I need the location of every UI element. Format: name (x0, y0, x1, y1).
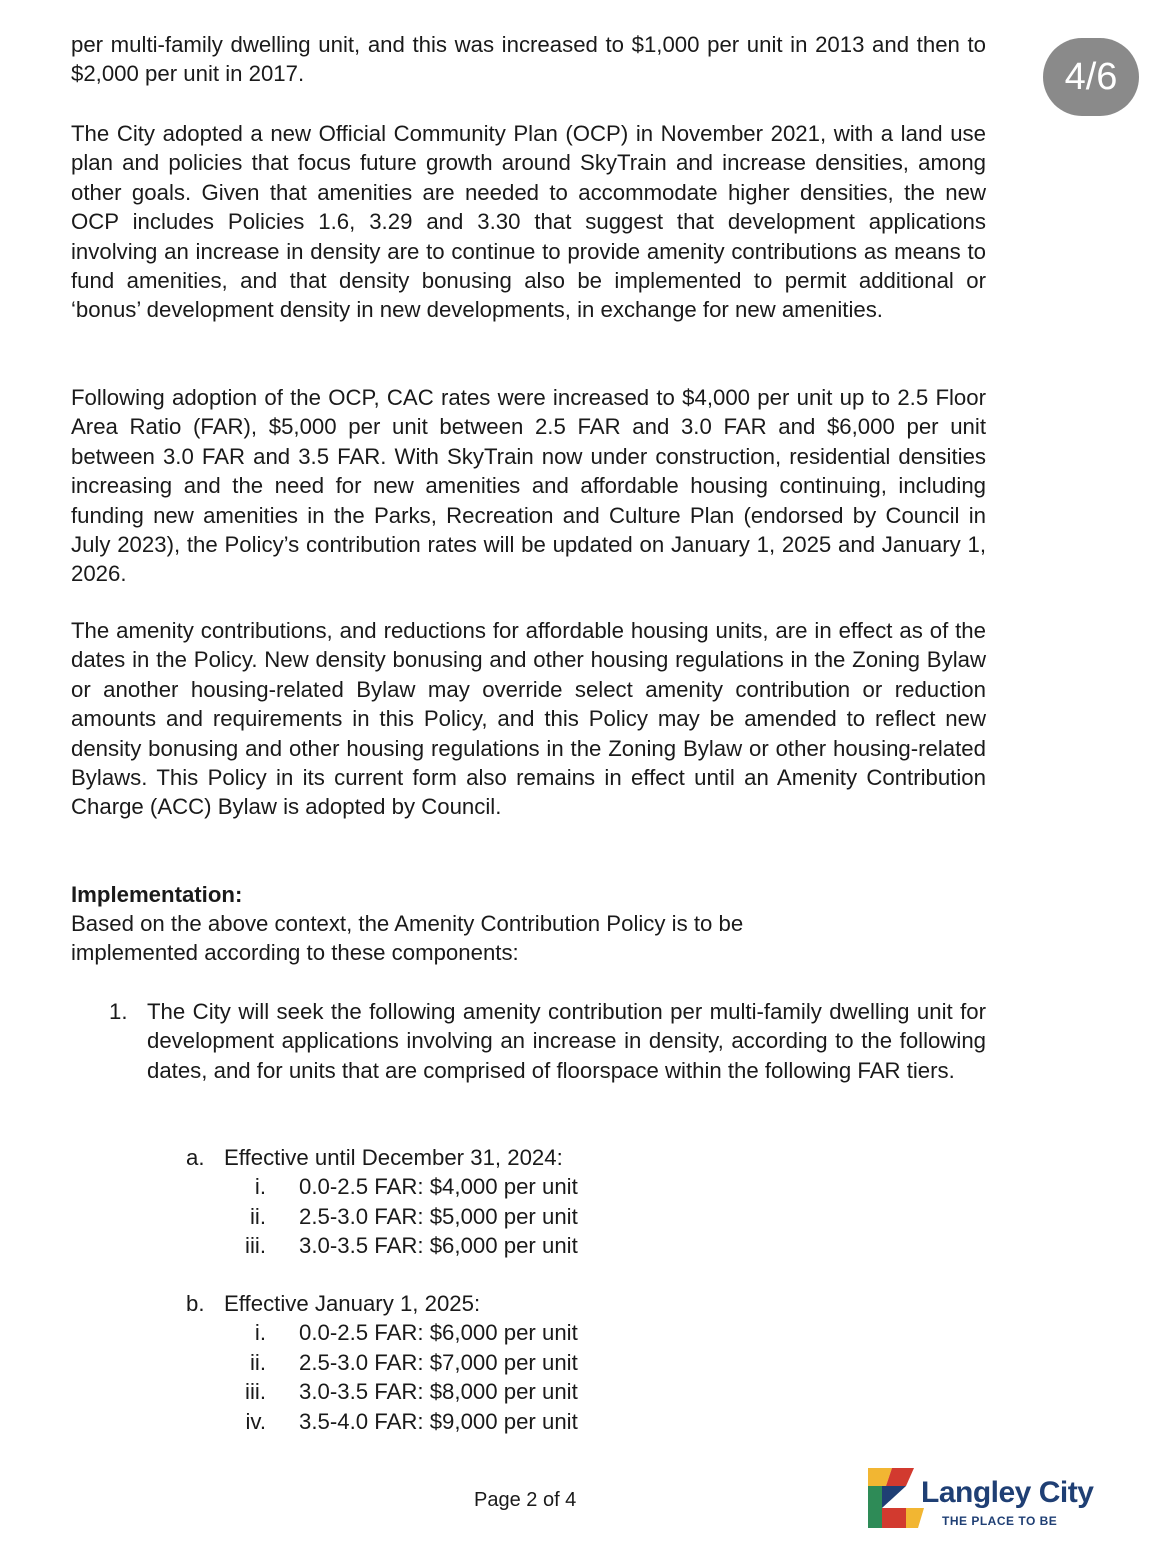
paragraph-1: per multi-family dwelling unit, and this was increased to $1,000 per unit in 2013 and then to $2,000 per unit in 2017. (71, 32, 986, 87)
tier-numeral: ii. (249, 1349, 266, 1375)
list-item-number: 1. (109, 999, 128, 1024)
langley-city-logo (866, 1464, 1106, 1534)
tier-text: 3.5-4.0 FAR: $9,000 per unit (299, 1408, 578, 1434)
paragraph-4: The amenity contributions, and reductions for affordable housing units, are in effect as of the dates in the Policy. New density bonusing and other housing regulations in the Zoning Bylaw or another housing-related Bylaw may override select amenity contribution or reduction amounts and requirements in this Policy, and this Policy may be amended to reflect new density bonusing and other housing regulations in the Zoning Bylaw or other housing-related Bylaws. This Policy in its current form also remains in effect until an Amenity Contribution Charge (ACC) Bylaw is adopted by Council. (71, 618, 986, 820)
tier-numeral: i. (254, 1174, 266, 1200)
sub-list-a (186, 1143, 886, 1261)
tier-text: 3.0-3.5 FAR: $6,000 per unit (299, 1233, 578, 1259)
paragraph-2: The City adopted a new Official Community Plan (OCP) in November 2021, with a land use plan and policies that focus future growth around SkyTrain and increase densities, among other goals. Given that amenities are needed to accommodate higher densities, the new OCP includes Policies 1.6, 3.29 and 3.30 that suggest that development applications involving an increase in density are to continue to provide amenity contributions as means to fund amenities, and that density bonusing also be implemented to permit additional or ‘bonus’ development density in new developments, in exchange for new amenities. (71, 121, 986, 323)
implementation-intro: Based on the above context, the Amenity Contribution Policy is to be implemented according to these components: (71, 911, 744, 966)
tier-numeral: iii. (245, 1233, 266, 1259)
tier-text: 2.5-3.0 FAR: $7,000 per unit (299, 1349, 578, 1375)
page-indicator-badge: 4/6 (1043, 38, 1139, 116)
tier-row (186, 1172, 886, 1201)
tier-row (186, 1377, 886, 1406)
tier-row (186, 1318, 886, 1347)
tier-text: 3.0-3.5 FAR: $8,000 per unit (299, 1379, 578, 1405)
sub-list-b (186, 1289, 886, 1436)
tier-row (186, 1231, 886, 1260)
page-number: Page 2 of 4 (474, 1489, 577, 1511)
tier-row (186, 1407, 886, 1436)
sub-list-letter: b. (186, 1291, 205, 1316)
logo-tagline: THE PLACE TO BE (942, 1514, 1058, 1528)
list-item-text: The City will seek the following amenity contribution per multi-family dwelling unit for development applications involving an increase in density, according to the following dates, and for units that are comprised of floorspace within the following FAR tiers. (147, 999, 986, 1083)
tier-numeral: iv. (245, 1408, 266, 1434)
implementation-heading: Implementation: (71, 882, 243, 907)
tier-text: 0.0-2.5 FAR: $6,000 per unit (299, 1320, 578, 1346)
tier-numeral: ii. (249, 1203, 266, 1229)
paragraph-3: Following adoption of the OCP, CAC rates were increased to $4,000 per unit up to 2.5 Floor Area Ratio (FAR), $5,000 per unit between 2.5 FAR and 3.0 FAR and $6,000 per unit between 3.0 FAR and 3.5 FAR. With SkyTrain now under construction, residential densities increasing and the need for new amenities and affordable housing continuing, including funding new amenities in the Parks, Recreation and Culture Plan (endorsed by Council in July 2023), the Policy’s contribution rates will be updated on January 1, 2025 and January 1, 2026. (71, 385, 986, 587)
tier-row (186, 1348, 886, 1377)
sub-list-heading: Effective January 1, 2025: (224, 1291, 481, 1316)
sub-list-letter: a. (186, 1145, 205, 1170)
tier-text: 2.5-3.0 FAR: $5,000 per unit (299, 1203, 578, 1229)
tier-text: 0.0-2.5 FAR: $4,000 per unit (299, 1174, 578, 1200)
logo-name: Langley City (921, 1476, 1094, 1509)
tier-numeral: i. (254, 1320, 266, 1346)
tier-row (186, 1202, 886, 1231)
sub-list-heading: Effective until December 31, 2024: (224, 1145, 563, 1170)
tier-numeral: iii. (245, 1379, 266, 1405)
